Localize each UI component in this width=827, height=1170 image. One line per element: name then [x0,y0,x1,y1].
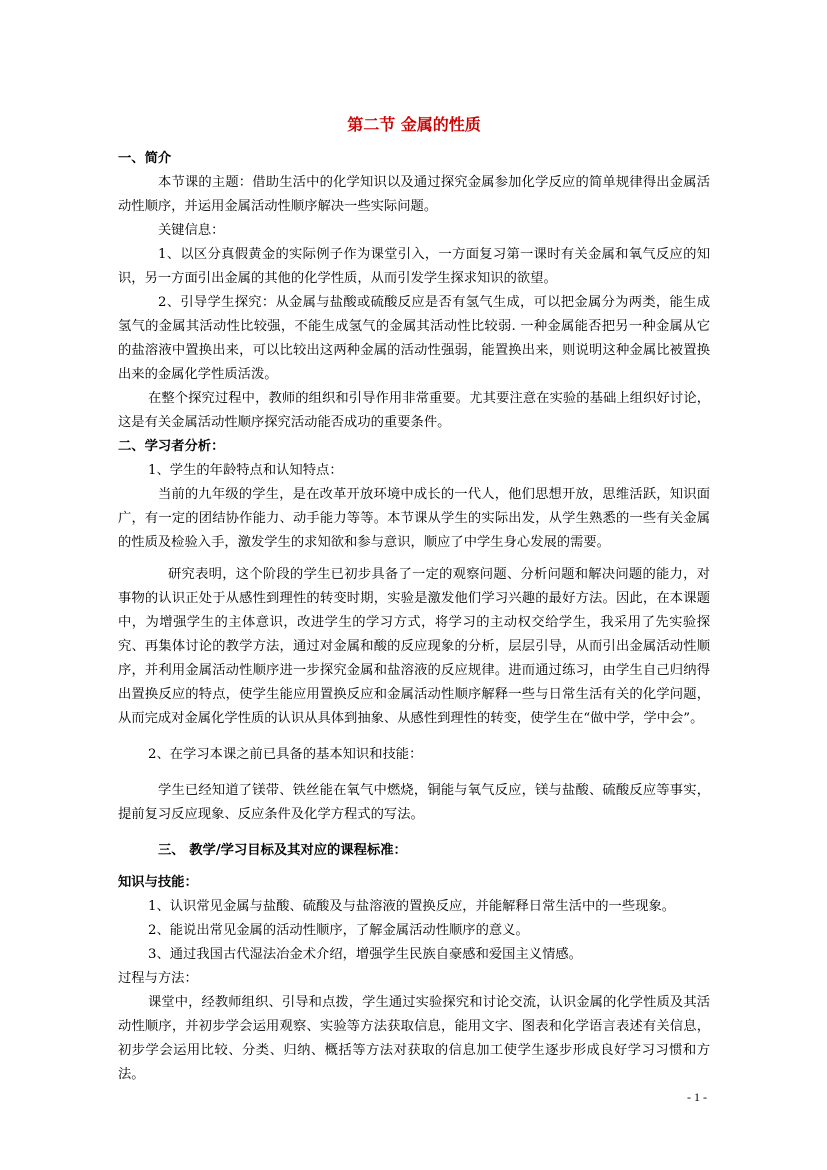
objective-item-3: 3、通过我国古代湿法冶金术介绍，增强学生民族自豪感和爱国主义情感。 [148,947,582,962]
document-body [118,147,710,1087]
paragraph-prior-knowledge: 学生已经知道了镁带、铁丝能在氧气中燃烧，铜能与氧气反应，镁与盐酸、硫酸反应等事实，提前复习反应现象、反应条件及化学方程式的写法。 [118,783,710,822]
paragraph-process-methods: 课堂中，经教师组织、引导和点拨，学生通过实验探究和讨论交流，认识金属的化学性质及其活动性顺序，并初步学会运用观察、实验等方法获取信息，能用文字、图表和化学语言表述有关信息，初步学会运用比较、分类、归纳、概括等方法对获取的信息加工使学生逐步形成良好学习习惯和方法。 [118,995,710,1082]
paragraph-students: 当前的九年级的学生，是在改革开放环境中成长的一代人，他们思想开放，思维活跃，知识面广，有一定的团结协作能力、动手能力等等。本节课从学生的实际出发，从学生熟悉的一些有关金属的性质及检验入手，激发学生的求知欲和参与意识，顺应了中学生身心发展的需要。 [118,487,710,550]
section-heading-intro: 一、简介 [118,151,172,166]
objective-item-2: 2、能说出常见金属的活动性顺序，了解金属活动性顺序的意义。 [148,923,529,938]
paragraph-key-info-label: 关键信息： [158,223,225,238]
document-title: 第二节 金属的性质 [347,115,481,134]
paragraph-key-info-1: 1、以区分真假黄金的实际例子作为课堂引入，一方面复习第一课时有关金属和氧气反应的知识，另一方面引出金属的其他的化学性质，从而引发学生探求知识的欲望。 [118,247,710,286]
paragraph-research: 研究表明，这个阶段的学生已初步具备了一定的观察问题、分析问题和解决问题的能力，对事物的认识正处于从感性到理性的转变时期，实验是激发他们学习兴趣的最好方法。因此，在本课题中，为增强学生的主体意识，改进学生的学习方式，将学习的主动权交给学生，我采用了先实验探究、再集体讨论的教学方法，通过对金属和酸的反应现象的分析，层层引导，从而引出金属活动性顺序，并利用金属活动性顺序进一步探究金属和盐溶液的反应规律。进而通过练习，由学生自己归纳得出置换反应的特点，使学生能应用置换反应和金属活动性顺序解释一些与日常生活有关的化学问题，从而完成对金属化学性质的认识从具体到抽象、从感性到理性的转变，使学生在“做中学，学中会”。 [118,567,710,726]
subheading-process-methods: 过程与方法： [118,971,198,986]
page-number: - 1 - [687,1090,707,1104]
subheading-prior-knowledge: 2、在学习本课之前已具备的基本知识和技能： [148,747,423,762]
objective-item-1: 1、认识常见金属与盐酸、硫酸及与盐溶液的置换反应，并能解释日常生活中的一些现象。 [148,899,676,914]
paragraph-topic: 本节课的主题：借助生活中的化学知识以及通过探究金属参加化学反应的简单规律得出金属活动性顺序，并运用金属活动性顺序解决一些实际问题。 [118,175,710,214]
subheading-knowledge-skills: 知识与技能： [118,875,198,890]
section-heading-objectives: 三、 教学/学习目标及其对应的课程标准： [158,843,407,858]
paragraph-process-note: 在整个探究过程中，教师的组织和引导作用非常重要。尤其要注意在实验的基础上组织好讨论，这是有关金属活动性顺序探究活动能否成功的重要条件。 [118,391,710,430]
document-page [118,0,710,1170]
section-heading-learner: 二、学习者分析： [118,439,225,454]
paragraph-key-info-2: 2、引导学生探究：从金属与盐酸或硫酸反应是否有氢气生成，可以把金属分为两类，能生成氢气的金属其活动性比较强，不能生成氢气的金属其活动性比较弱. 一种金属能否把另一种金属从它的盐溶液中置换出来，可以比较出这两种金属的活动性强弱，能置换出来，则说明这种金属比被置换出来的金属化学性质活泼。 [118,295,710,382]
subheading-age-features: 1、学生的年龄特点和认知特点： [148,463,343,478]
